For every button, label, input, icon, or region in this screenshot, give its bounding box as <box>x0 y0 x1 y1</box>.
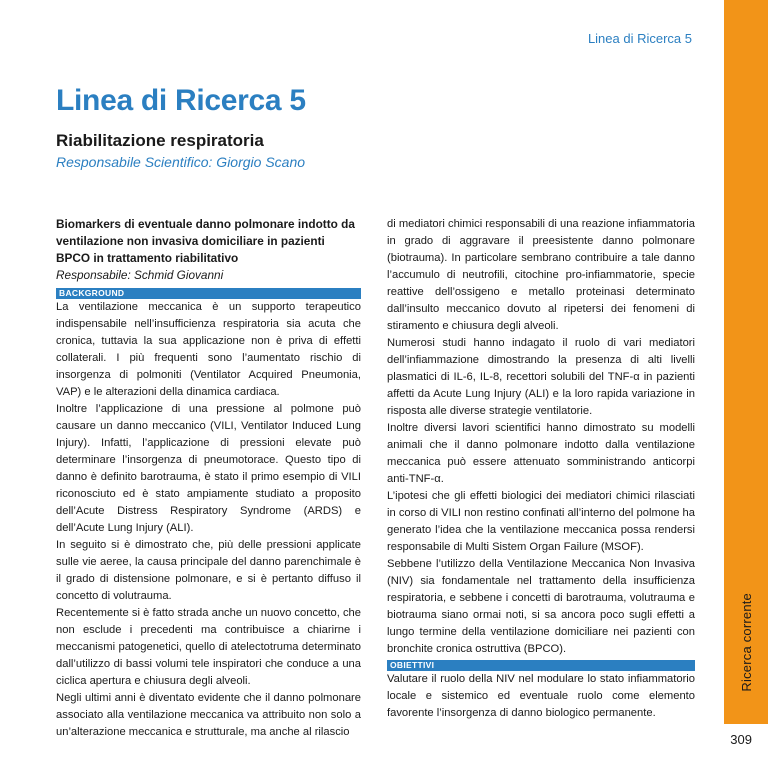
side-label-text: Ricerca corrente <box>738 593 754 692</box>
body-paragraph: Sebbene l’utilizzo della Ventilazione Meccanica Non Invasiva (NIV) sia fondamentale nel trattamento della insufficienza respiratoria, e sebbene i concetti di barotrauma, volutrauma e biotrauma siano ormai noti, si sa ancora poco sugli effetti a lungo termine della ventilazione domiciliare nei pazienti con bronchite cronica ostruttiva (BPCO). <box>387 558 695 655</box>
project-title: Biomarkers di eventuale danno polmonare indotto da ventilazione non invasiva domiciliare in pazienti BPCO in trattamento riabilitativo <box>56 217 355 265</box>
page-title: Linea di Ricerca 5 <box>56 84 306 117</box>
body-paragraph: Negli ultimi anni è diventato evidente che il danno polmonare associato alla ventilazione meccanica va attribuito non solo a un’alterazione meccanica e strutturale, ma anche al rilascio <box>56 692 361 738</box>
body-paragraph: Recentemente si è fatto strada anche un nuovo concetto, che non esclude i precedenti ma contribuisce a chiarirne i meccanismi patogenetici, quello di atelectotruma determinato dall’utilizzo di bassi volumi tele inspiratori che conduce a una ciclica apertura e chiusura degli alveoli. <box>56 607 361 687</box>
page-number: 309 <box>730 732 752 747</box>
side-section-label <box>724 0 768 724</box>
objectives-tag: OBIETTIVI <box>387 660 695 671</box>
page-subtitle: Riabilitazione respiratoria <box>56 131 264 150</box>
body-paragraph: Inoltre l’applicazione di una pressione al polmone può causare un danno meccanico (VILI, Ventilator Induced Lung Injury). Infatti, l’applicazione di pressioni elevate può determinare l’insorgenza di pneumotorace. Questo tipo di danno è definito barotrauma, è stato il primo esempio di VILI riconosciuto ed è stato ampiamente studiato a proposito dell’Acute Distress Respiratory Syndrome (ARDS) e dell’Acute Lung Injury (ALI). <box>56 403 361 534</box>
left-column <box>56 216 361 741</box>
body-paragraph: L’ipotesi che gli effetti biologici dei mediatori chimici rilasciati in corso di VILI non restino confinati all’interno del polmone ha generato l’idea che la ventilazione meccanica possa rendersi responsabile di Multi Sistem Organ Failure (MSOF). <box>387 490 695 553</box>
running-header: Linea di Ricerca 5 <box>587 31 692 46</box>
project-responsible: Responsabile: Schmid Giovanni <box>56 268 224 282</box>
right-column <box>387 216 695 722</box>
body-paragraph: In seguito si è dimostrato che, più delle pressioni applicate sulle vie aeree, la causa principale del danno parenchimale è il grado di distensione polmonare, e si è pertanto diffuso il concetto di volutrauma. <box>56 539 361 602</box>
background-tag: BACKGROUND <box>56 288 361 299</box>
body-paragraph: di mediatori chimici responsabili di una reazione infiammatoria in grado di aggravare il preesistente danno polmonare (biotrauma). In particolare sembrano contribuire a tale danno l’accumulo di neutrofili, citochine pro-infiammatorie, specie reattive dell’ossigeno e metallo proteinasi determinato dall’insulto meccanico dovuto al ripetersi dei fenomeni di stiramento e chiusura degli alveoli. <box>387 218 695 332</box>
body-paragraph: La ventilazione meccanica è un supporto terapeutico indispensabile nell’insufficienza respiratoria sia acuta che cronica, tuttavia la sua applicazione non è priva di effetti collaterali. I più frequenti sono l’aumentato rischio di insorgenza di polmoniti (Ventilator Acquired Pneumonia, VAP) e le alterazioni della dinamica cardiaca. <box>56 301 361 398</box>
scientific-responsible: Responsabile Scientifico: Giorgio Scano <box>56 154 306 170</box>
body-paragraph: Inoltre diversi lavori scientifici hanno dimostrato su modelli animali che il danno polmonare indotto dalla ventilazione meccanica può essere attenuato somministrando anticorpi anti-TNF-α. <box>387 422 695 485</box>
objectives-paragraph: Valutare il ruolo della NIV nel modulare lo stato infiammatorio locale e sistemico ed eventuale ruolo come elemento favorente l’insorgenza di danno biologico permanente. <box>387 673 695 719</box>
body-paragraph: Numerosi studi hanno indagato il ruolo di vari mediatori dell’infiammazione dimostrando la presenza di alti livelli plasmatici di IL-6, IL-8, recettori solubili del TNF-α in pazienti affetti da Acute Lung Injury (ALI) e la loro rapida variazione in risposta alle diverse strategie ventilatorie. <box>387 337 695 417</box>
